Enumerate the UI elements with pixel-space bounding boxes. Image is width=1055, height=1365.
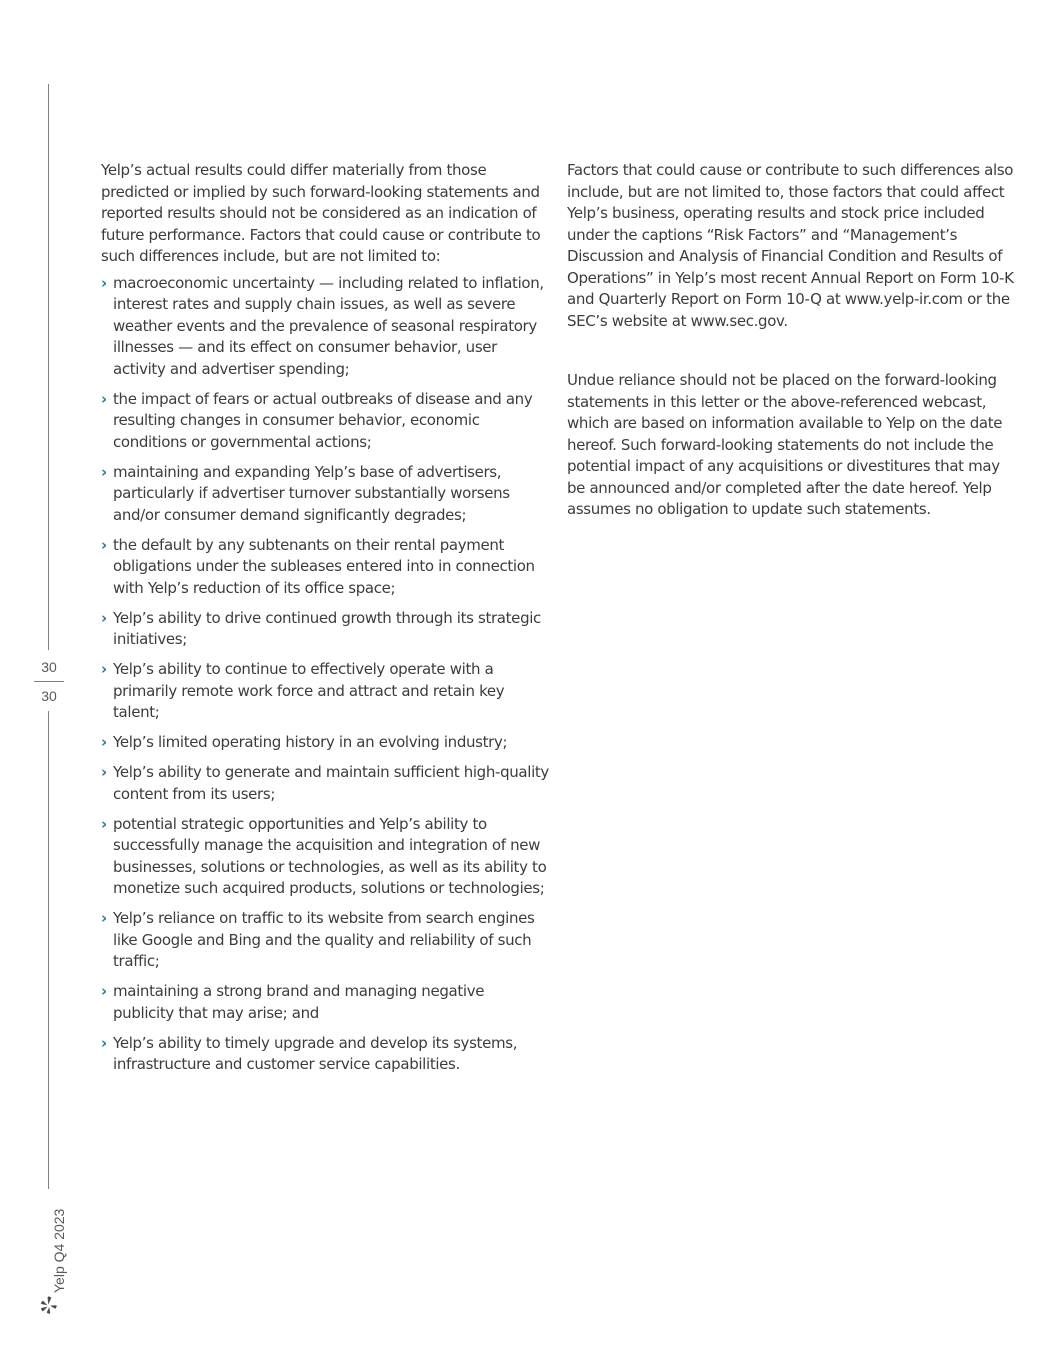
list-item <box>101 732 549 754</box>
list-item-text: maintaining and expanding Yelp’s base of advertisers, particularly if advertiser turnover substantially worsens and/or consumer demand significantly degrades; <box>113 462 510 524</box>
chevron-right-icon: › <box>101 909 107 927</box>
chevron-right-icon: › <box>101 273 107 292</box>
page-number-divider <box>34 681 64 682</box>
list-item-text: Yelp’s ability to generate and maintain sufficient high-quality content from its users; <box>113 763 549 803</box>
left-column <box>101 160 549 1084</box>
chevron-right-icon: › <box>101 389 107 408</box>
chevron-right-icon: › <box>101 535 107 554</box>
chevron-right-icon: › <box>101 814 107 833</box>
chevron-right-icon: › <box>101 462 107 481</box>
list-item <box>101 1033 549 1076</box>
chevron-right-icon: › <box>101 1033 107 1052</box>
risk-factor-list <box>101 273 549 1076</box>
sidebar-rail-bottom <box>48 711 49 1189</box>
right-column <box>567 160 1015 521</box>
list-item <box>101 462 549 527</box>
intro-paragraph: Yelp’s actual results could differ materially from those predicted or implied by such forward-looking statements and reported results should not be considered as an indication of future performance. Factors that could cause or contribute to such differences include, but are not limited to: <box>101 161 541 265</box>
list-item <box>101 814 549 900</box>
list-item <box>101 659 549 724</box>
list-item-text: macroeconomic uncertainty — including related to inflation, interest rates and supply chain issues, as well as severe weather events and the prevalence of seasonal respiratory illnesses — and its effect on consumer behavior, user activity and advertiser spending; <box>113 273 544 378</box>
list-item <box>101 535 549 600</box>
list-item <box>101 908 549 973</box>
list-item-text: the default by any subtenants on their rental payment obligations under the subleases entered into in connection with Yelp’s reduction of its office space; <box>113 535 535 597</box>
chevron-right-icon: › <box>101 763 107 781</box>
list-item-text: Yelp’s ability to drive continued growth through its strategic initiatives; <box>113 608 541 648</box>
list-item <box>101 608 549 651</box>
list-item <box>101 762 549 805</box>
list-item <box>101 389 549 454</box>
sec-filings-paragraph: Factors that could cause or contribute to such differences also include, but are not limited to, those factors that could affect Yelp’s business, operating results and stock price included under the captions “Risk Factors” and “Management’s Discussion and Analysis of Financial Condition and Results of Operations” in Yelp’s most recent Annual Report on Form 10-K and Quarterly Report on Form 10-Q at www.yelp-ir.com or the SEC’s website at www.sec.gov. <box>567 161 1014 330</box>
chevron-right-icon: › <box>101 982 107 1000</box>
list-item-text: Yelp’s ability to timely upgrade and develop its systems, infrastructure and customer service capabilities. <box>113 1033 518 1073</box>
page-number-current: 30 <box>41 659 57 675</box>
list-item <box>101 273 549 381</box>
undue-reliance-paragraph: Undue reliance should not be placed on the forward-looking statements in this letter or the above-referenced webcast, which are based on information available to Yelp on the date hereof. Such forward-looking statements do not include the potential impact of any acquisitions or divestitures that may be announced and/or completed after the date hereof. Yelp assumes no obligation to update such statements. <box>567 371 1003 518</box>
chevron-right-icon: › <box>101 660 107 678</box>
list-item-text: maintaining a strong brand and managing negative publicity that may arise; and <box>113 982 485 1022</box>
list-item-text: Yelp’s ability to continue to effectively operate with a primarily remote work force and attract and retain key talent; <box>113 660 505 721</box>
chevron-right-icon: › <box>101 608 107 627</box>
list-item-text: Yelp’s limited operating history in an evolving industry; <box>113 733 508 751</box>
list-item-text: Yelp’s reliance on traffic to its website from search engines like Google and Bing and the quality and reliability of such traffic; <box>113 909 535 970</box>
yelp-burst-icon <box>40 1296 58 1314</box>
chevron-right-icon: › <box>101 733 107 751</box>
page-number-total: 30 <box>41 688 57 704</box>
list-item <box>101 981 549 1024</box>
list-item-text: potential strategic opportunities and Yelp’s ability to successfully manage the acquisition and integration of new businesses, solutions or technologies, as well as its ability to monetize such acquired products, solutions or technologies; <box>113 814 547 897</box>
list-item-text: the impact of fears or actual outbreaks of disease and any resulting changes in consumer behavior, economic conditions or governmental actions; <box>113 389 533 451</box>
report-label: Yelp Q4 2023 <box>51 1208 67 1293</box>
sidebar-rail-top <box>48 84 49 650</box>
